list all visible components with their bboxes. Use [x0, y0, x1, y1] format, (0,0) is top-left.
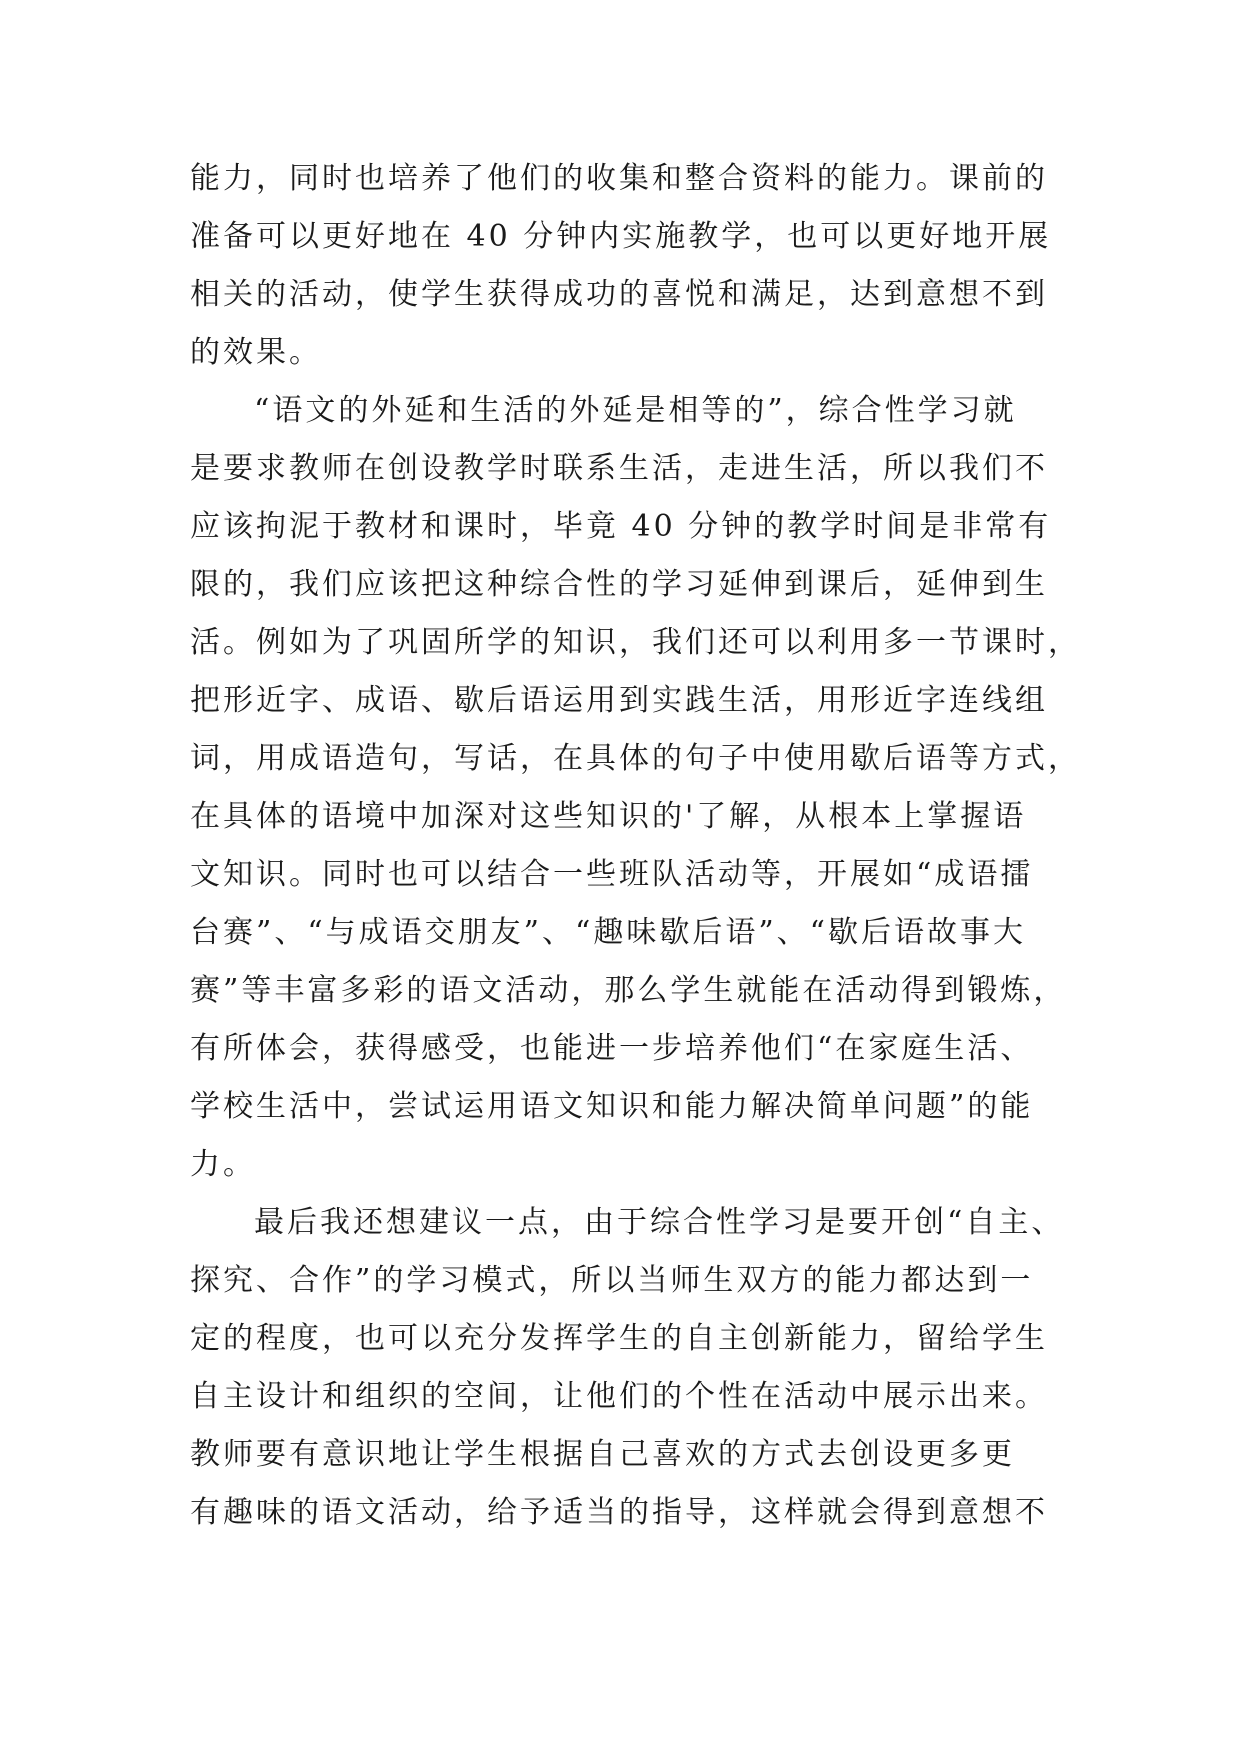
text-line: 的效果。 [190, 335, 322, 370]
text-line: 相关的活动，使学生获得成功的喜悦和满足，达到意想不到 [190, 277, 1048, 312]
text-line: 最后我还想建议一点，由于综合性学习是要开创“自主、 [254, 1205, 1065, 1240]
text-line: 在具体的语境中加深对这些知识的'了解，从根本上掌握语 [190, 799, 1027, 834]
text-line: 赛”等丰富多彩的语文活动，那么学生就能在活动得到锻炼， [190, 973, 1067, 1008]
text-line: 探究、合作”的学习模式，所以当师生双方的能力都达到一 [190, 1263, 1034, 1298]
text-line: 台赛”、“与成语交朋友”、“趣味歇后语”、“歇后语故事大 [190, 915, 1027, 950]
text-line: 教师要有意识地让学生根据自己喜欢的方式去创设更多更 [190, 1437, 1015, 1472]
document-body [190, 150, 1081, 1542]
text-line: 有所体会，获得感受，也能进一步培养他们“在家庭生活、 [190, 1031, 1034, 1066]
text-line: 自主设计和组织的空间，让他们的个性在活动中展示出来。 [190, 1379, 1048, 1414]
text-line: 有趣味的语文活动，给予适当的指导，这样就会得到意想不 [190, 1495, 1048, 1530]
text-line: 应该拘泥于教材和课时，毕竟 40 分钟的教学时间是非常有 [190, 509, 1052, 544]
text-line: 文知识。同时也可以结合一些班队活动等，开展如“成语擂 [190, 857, 1034, 892]
text-line: “语文的外延和生活的外延是相等的”，综合性学习就 [254, 393, 1017, 428]
text-line: 准备可以更好地在 40 分钟内实施教学，也可以更好地开展 [190, 219, 1052, 254]
text-line: 能力，同时也培养了他们的收集和整合资料的能力。课前的 [190, 161, 1048, 196]
text-line: 定的程度，也可以充分发挥学生的自主创新能力，留给学生 [190, 1321, 1048, 1356]
text-line: 把形近字、成语、歇后语运用到实践生活，用形近字连线组 [190, 683, 1048, 718]
text-line: 力。 [190, 1147, 256, 1182]
text-line: 限的，我们应该把这种综合性的学习延伸到课后，延伸到生 [190, 567, 1048, 602]
text-line: 学校生活中，尝试运用语文知识和能力解决简单问题”的能 [190, 1089, 1034, 1124]
text-line: 是要求教师在创设教学时联系生活，走进生活，所以我们不 [190, 451, 1048, 486]
text-line: 活。例如为了巩固所学的知识，我们还可以利用多一节课时， [190, 625, 1081, 660]
text-line: 词，用成语造句，写话，在具体的句子中使用歇后语等方式， [190, 741, 1081, 776]
